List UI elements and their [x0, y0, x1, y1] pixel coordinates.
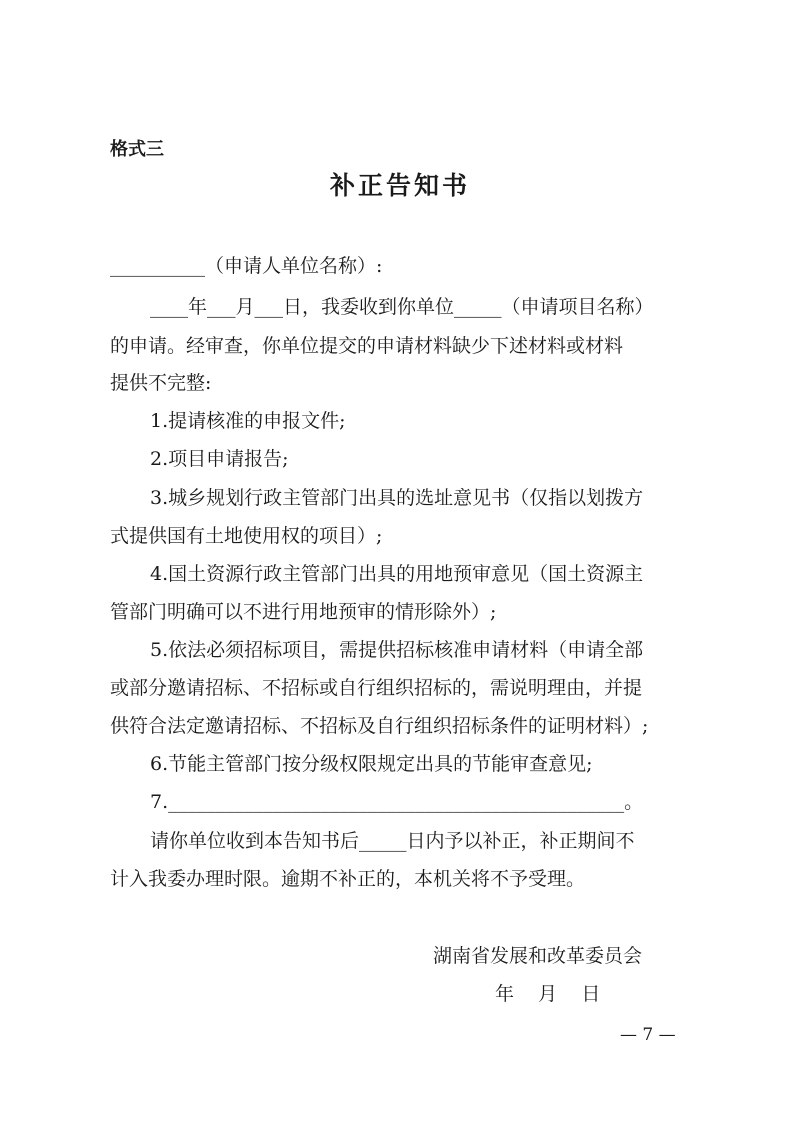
issuing-organization: 湖南省发展和改革委员会 — [433, 945, 643, 967]
document-title: 补正告知书 — [330, 171, 471, 200]
item-3-line-2: 式提供国有土地使用权的项目）; — [110, 525, 383, 547]
item-2: 2.项目申请报告; — [150, 448, 289, 470]
item-5-line-1: 5.依法必须招标项目，需提供招标核准申请材料（申请全部 — [150, 639, 644, 661]
item-1: 1.提请核准的申报文件; — [150, 410, 346, 432]
body-line-2: 的申请。经审查，你单位提交的申请材料缺少下述材料或材料 — [110, 335, 624, 357]
addressee-line — [110, 254, 382, 278]
signature-date: 年 月 日 — [495, 983, 601, 1005]
closing-line-1: 请你单位收到本告知书后_____日内予以补正，补正期间不 — [150, 830, 635, 852]
item-4-line-2: 管部门明确可以不进行用地预审的情形除外）; — [110, 601, 497, 623]
item-4-line-1: 4.国土资源行政主管部门出具的用地预审意见（国土资源主 — [150, 563, 644, 585]
item-5-line-2: 或部分邀请招标、不招标或自行组织招标的，需说明理由，并提 — [110, 677, 643, 699]
item-7: 7.________________________________________________。 — [150, 791, 644, 813]
item-6: 6.节能主管部门按分级权限规定出具的节能审查意见; — [150, 753, 593, 775]
addressee-blank: __________ — [110, 255, 205, 277]
addressee-text: （申请人单位名称）: — [205, 255, 383, 277]
page-number: — 7 — — [620, 1025, 676, 1045]
body-line-1: ____年___月___日，我委收到你单位_____（申请项目名称） — [150, 296, 654, 318]
item-5-line-3: 供符合法定邀请招标、不招标及自行组织招标条件的证明材料）; — [110, 715, 649, 737]
closing-line-2: 计入我委办理时限。逾期不补正的，本机关将不予受理。 — [110, 868, 586, 890]
item-3-line-1: 3.城乡规划行政主管部门出具的选址意见书（仅指以划拨方 — [150, 487, 644, 509]
body-line-3: 提供不完整: — [110, 372, 212, 394]
format-label: 格式三 — [110, 139, 164, 160]
